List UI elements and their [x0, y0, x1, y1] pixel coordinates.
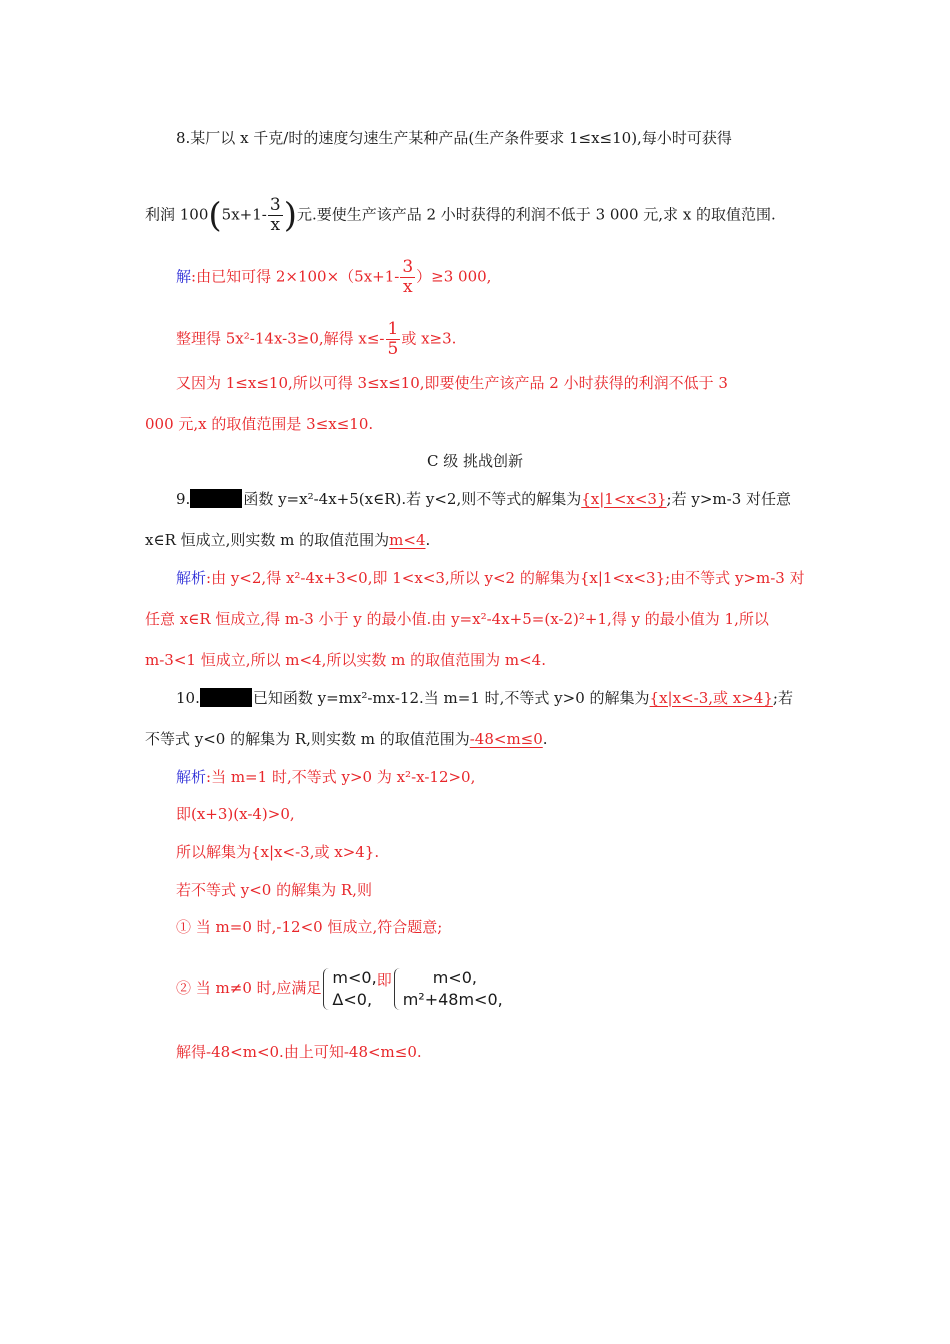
system2-row1: m<0, [432, 968, 477, 987]
q10-line2 [145, 729, 548, 749]
q9-solution-line3: m-3<1 恒成立,所以 m<4,所以实数 m 的取值范围为 m<4. [145, 651, 546, 669]
q8-line2 [145, 196, 776, 235]
system2-row2: m²+48m<0, [402, 990, 503, 1009]
q8-line2-inner: 5x+1- [221, 205, 267, 224]
q9-number: 9. [176, 490, 191, 508]
q10-answer2: -48<m≤0 [469, 730, 543, 748]
q10-solution-line7: 解得-48<m<0.由上可知-48<m≤0. [176, 1043, 422, 1061]
q10-sol1: :当 m=1 时,不等式 y>0 为 x²-x-12>0, [206, 768, 476, 786]
q10-solution-line5: ① 当 m=0 时,-12<0 恒成立,符合题意; [176, 918, 443, 936]
q8-sol2-post: 或 x≥3. [401, 329, 457, 348]
q10-solution-line6 [176, 967, 503, 1011]
left-brace [394, 968, 400, 1010]
q9-answer1: {x|1<x<3} [581, 490, 667, 508]
q8-solution-line2 [176, 320, 456, 359]
close-paren: ) [283, 195, 297, 236]
q10-solution-line4: 若不等式 y<0 的解集为 R,则 [176, 881, 372, 899]
redaction-block [190, 489, 242, 508]
q8-sol1-post: ）≥3 000, [416, 267, 492, 286]
q8-solution-line3: 又因为 1≤x≤10,所以可得 3≤x≤10,即要使生产该产品 2 小时获得的利润不低于 3 [176, 374, 728, 392]
fraction-denominator: x [270, 215, 281, 235]
q10-solution-line3: 所以解集为{x|x<-3,或 x>4}. [176, 843, 380, 861]
q10-line1-a: 已知函数 y=mx²-mx-12.当 m=1 时,不等式 y>0 的解集为 [252, 689, 650, 707]
q10-number: 10. [176, 689, 200, 707]
system1-row1: m<0, [332, 968, 377, 987]
q8-sol2-fraction [386, 320, 401, 359]
q8-sol1-pre: :由已知可得 2×100×（5x+1- [191, 267, 400, 286]
q10-solution-line2: 即(x+3)(x-4)>0, [176, 805, 295, 823]
fraction-numerator: 1 [387, 319, 399, 339]
fraction-numerator: 3 [269, 195, 281, 215]
fraction-denominator: 5 [387, 339, 399, 359]
solution-label: 解 [176, 267, 192, 286]
q8-line1: 8.某厂以 x 千克/时的速度匀速生产某种产品(生产条件要求 1≤x≤10),每小时可获得 [176, 129, 732, 147]
q9-sol1: :由 y<2,得 x²-4x+3<0,即 1<x<3,所以 y<2 的解集为{x|1<x<3};由不等式 y>m-3 对 [206, 569, 805, 587]
q9-line1 [176, 489, 791, 509]
q8-sol2-pre: 整理得 5x²-14x-3≥0,解得 x≤- [176, 329, 385, 348]
q9-line2-b: . [425, 531, 431, 549]
q10-sol6-pre: ② 当 m≠0 时,应满足 [176, 979, 322, 997]
q10-answer1: {x|x<-3,或 x>4} [649, 689, 773, 707]
q8-line2-post: 元.要使生产该产品 2 小时获得的利润不低于 3 000 元,求 x 的取值范围. [296, 205, 776, 224]
q10-line2-b: . [542, 730, 548, 748]
q9-answer2: m<4 [389, 531, 426, 549]
section-title: C 级 挑战创新 [426, 452, 523, 470]
q9-line1-b: ;若 y>m-3 对任意 [666, 490, 791, 508]
inequality-system-1 [323, 967, 376, 1011]
q9-line2 [145, 530, 430, 550]
solution-label: 解析 [176, 569, 207, 587]
q10-line1-b: ;若 [772, 689, 793, 707]
q10-solution-line1 [176, 767, 475, 787]
q9-solution-line1 [176, 568, 805, 588]
left-brace [323, 968, 329, 1010]
open-paren: ( [208, 195, 222, 236]
q9-line1-a: 函数 y=x²-4x+5(x∈R).若 y<2,则不等式的解集为 [243, 490, 582, 508]
q8-line2-pre: 利润 100 [145, 205, 209, 224]
q10-sys-mid: 即 [376, 971, 392, 989]
fraction-denominator: x [402, 277, 413, 297]
q10-line1 [176, 688, 793, 708]
q8-solution-line1 [176, 258, 491, 297]
q9-solution-line2: 任意 x∈R 恒成立,得 m-3 小于 y 的最小值.由 y=x²-4x+5=(x-2)²+1,得 y 的最小值为 1,所以 [145, 610, 769, 628]
inequality-system-2 [394, 967, 503, 1011]
q8-solution-line4: 000 元,x 的取值范围是 3≤x≤10. [145, 415, 374, 433]
system1-row2: Δ<0, [332, 990, 373, 1009]
q8-fraction [268, 196, 283, 235]
solution-label: 解析 [176, 768, 207, 786]
q10-line2-a: 不等式 y<0 的解集为 R,则实数 m 的取值范围为 [145, 730, 470, 748]
q9-line2-a: x∈R 恒成立,则实数 m 的取值范围为 [145, 531, 390, 549]
q8-sol-fraction [400, 258, 415, 297]
fraction-numerator: 3 [402, 257, 414, 277]
redaction-block [200, 688, 252, 707]
